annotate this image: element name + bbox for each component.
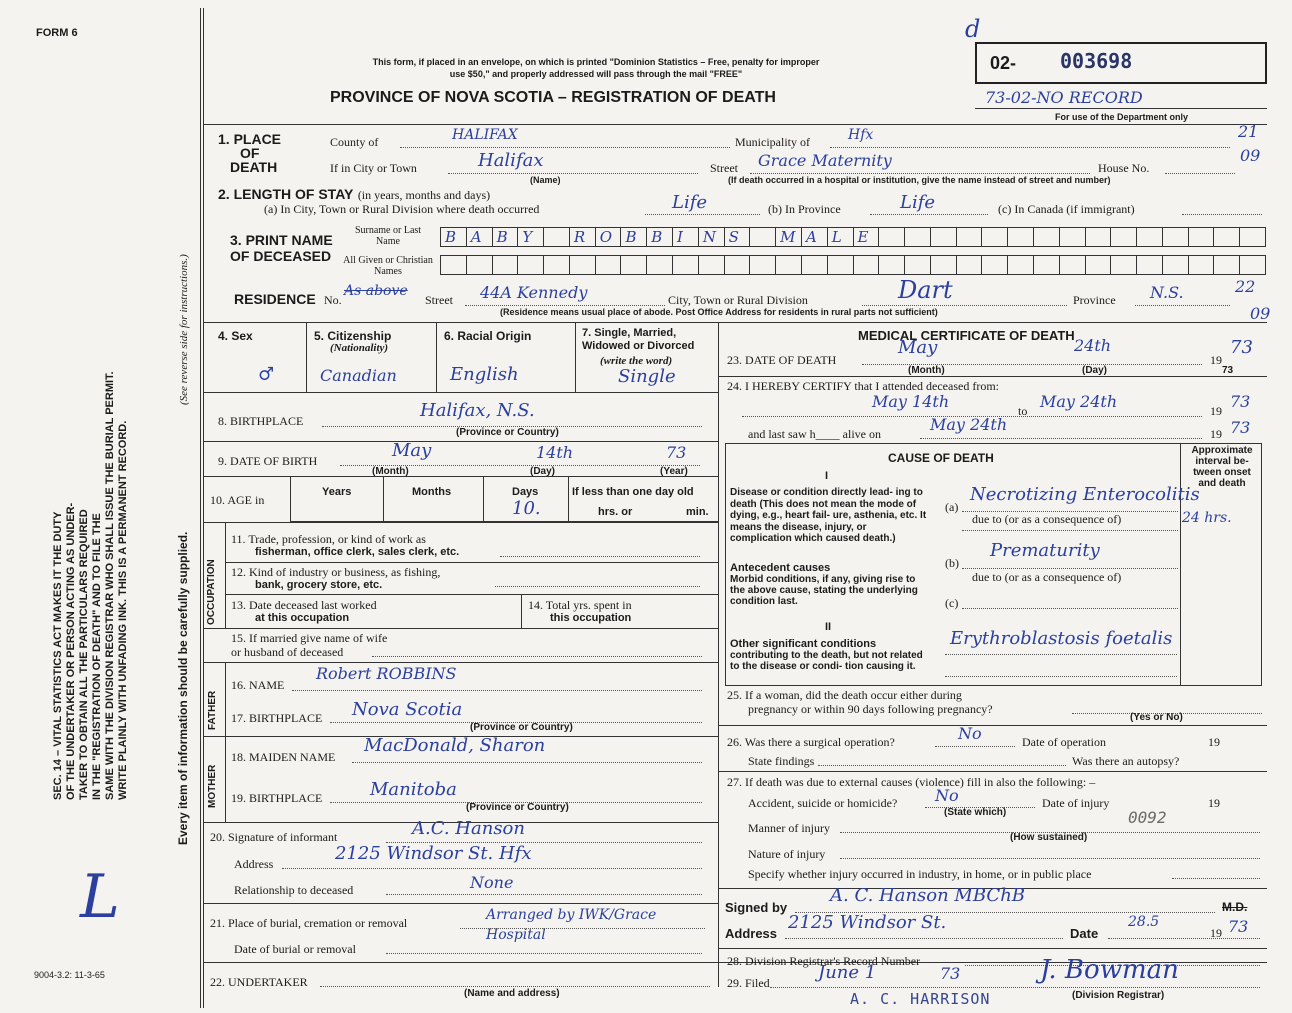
name-letter: A	[805, 228, 817, 246]
name-letter-box	[493, 228, 519, 246]
operation-date-cent: 19	[1208, 735, 1220, 749]
q13-label: 13. Date deceased last worked	[231, 598, 377, 612]
dob-day: 14th	[536, 443, 574, 462]
side-instruction-7: Every item of information should be carefully supplied.	[176, 531, 190, 845]
residence-code-1: 22	[1235, 277, 1256, 296]
name-letter-box	[467, 228, 493, 246]
name-letter-box	[905, 256, 931, 274]
signed-by-value: A. C. Hanson MBChB	[830, 885, 1026, 906]
name-letter-box	[518, 256, 544, 274]
place-code-1: 21	[1238, 122, 1259, 141]
street-value: Grace Maternity	[758, 151, 892, 170]
residence-no-label: No.	[324, 293, 342, 307]
attended-year: 73	[1230, 392, 1251, 411]
name-letter-box	[1137, 228, 1163, 246]
name-letter: L	[831, 228, 842, 246]
name-letter-box	[621, 256, 647, 274]
other-conditions-label: Other significant conditions	[730, 638, 877, 650]
residence-street-label: Street	[425, 293, 453, 307]
name-letter-box	[802, 256, 828, 274]
name-heading: 3. PRINT NAME OF DECEASED	[230, 232, 333, 264]
approx-interval-label: Approximate interval be- tween onset and death	[1191, 445, 1253, 489]
name-letter-box	[957, 256, 983, 274]
reg-prefix: 02-	[990, 53, 1017, 73]
name-letter-box	[570, 256, 596, 274]
q24-label: 24. I HEREBY CERTIFY that I attended deceased from:	[727, 379, 999, 393]
name-letter-box	[1214, 228, 1240, 246]
racial-origin-label: 6. Racial Origin	[444, 329, 532, 343]
name-letter-box	[750, 228, 776, 246]
dob-month-note: (Month)	[372, 466, 409, 477]
cause-b-label: (b)	[945, 556, 959, 570]
residence-city-label: City, Town or Rural Division	[668, 293, 808, 307]
accident-value: No	[935, 786, 959, 805]
name-letter-box	[905, 228, 931, 246]
last-saw-label: and last saw h____ alive on	[748, 427, 881, 441]
name-letter-box	[647, 256, 673, 274]
q25-yes-no: (Yes or No)	[1130, 712, 1183, 723]
attended-to: May 24th	[1040, 392, 1118, 411]
registrar-stamp: A. C. HARRISON	[850, 990, 991, 1008]
q20-label: 20. Signature of informant	[210, 830, 338, 844]
q29-label: 29. Filed	[727, 976, 770, 990]
dob-label: 9. DATE OF BIRTH	[218, 454, 318, 468]
informant-signature: A.C. Hanson	[412, 818, 525, 839]
stay-a-value: Life	[672, 192, 708, 213]
due-to-1: due to (or as a consequence of)	[972, 512, 1122, 526]
dod-year: 73	[1230, 337, 1253, 358]
medical-title: MEDICAL CERTIFICATE OF DEATH	[858, 328, 1075, 343]
q26-value: No	[958, 724, 982, 743]
house-label: House No.	[1098, 161, 1150, 175]
name-letter-box	[518, 228, 544, 246]
stay-b-value: Life	[900, 192, 936, 213]
name-letter-box	[647, 228, 673, 246]
part-1-label: I	[825, 470, 829, 482]
q15-note: or husband of deceased	[231, 645, 344, 659]
municipality-value: Hfx	[848, 127, 874, 143]
name-letter-box	[725, 228, 751, 246]
operation-date-label: Date of operation	[1022, 735, 1106, 749]
attended-from: May 14th	[872, 392, 950, 411]
cause-a-label: (a)	[945, 500, 959, 514]
antecedent-label: Antecedent causes	[730, 562, 831, 574]
name-letter-box	[1008, 256, 1034, 274]
name-letter-box	[1163, 256, 1189, 274]
side-instruction-1: SEC. 14 – VITAL STATISTICS ACT MAKES IT THE DUTY	[52, 511, 64, 800]
autopsy-label: Was there an autopsy?	[1072, 754, 1180, 768]
dod-month: May	[898, 337, 938, 358]
name-letter-box	[699, 256, 725, 274]
part-2-label: II	[825, 621, 832, 633]
due-to-2: due to (or as a consequence of)	[972, 570, 1122, 584]
name-letter: I	[677, 228, 683, 246]
state-findings-label: State findings	[748, 754, 815, 768]
name-letter-box	[1086, 256, 1112, 274]
name-letter-box	[467, 256, 493, 274]
cert-address-label: Address	[725, 926, 778, 941]
name-letter: S	[728, 228, 739, 246]
residence-note: (Residence means usual place of abode. Post Office Address for residents in rural parts not sufficient)	[500, 307, 938, 317]
margin-mark: L	[80, 862, 120, 932]
side-instruction-5: SAME WITH THE DIVISION REGISTRAR WHO SHALL ISSUE THE BURIAL PERMIT.	[104, 371, 116, 800]
residence-city-value: Dart	[898, 276, 953, 304]
name-letter: R	[573, 228, 586, 246]
municipality-label: Municipality of	[735, 135, 810, 149]
q13-note: at this occupation	[255, 612, 350, 624]
q14-note: this occupation	[550, 612, 632, 624]
residence-label: RESIDENCE	[234, 291, 316, 307]
side-instruction-3: TAKER TO OBTAIN ALL THE PARTICULARS REQUIRED	[78, 509, 90, 800]
place-code-2: 09	[1240, 146, 1261, 165]
postal-note-2: use $50," and properly addressed will pass through the mail "FREE"	[449, 69, 743, 79]
name-letter-box	[725, 256, 751, 274]
name-letter-box	[621, 228, 647, 246]
given-name-label: All Given or Christian Names	[343, 255, 433, 277]
name-letter-box	[441, 228, 467, 246]
surname-grid[interactable]	[440, 227, 1266, 247]
injury-date-cent: 19	[1208, 796, 1220, 810]
name-letter-box	[1034, 228, 1060, 246]
sex-value: ♂	[258, 364, 275, 385]
injury-date-label: Date of injury	[1042, 796, 1110, 810]
q27-label: 27. If death was due to external causes (violence) fill in also the following: –	[727, 775, 1096, 789]
q11-note: fisherman, office clerk, sales clerk, etc.	[255, 546, 460, 558]
age-label: 10. AGE in	[210, 493, 265, 507]
stay-a-label: (a) In City, Town or Rural Division where death occurred	[264, 202, 540, 216]
q16-value: Robert ROBBINS	[316, 664, 457, 683]
name-letter-box	[776, 228, 802, 246]
birthplace-note: (Province or Country)	[456, 427, 559, 438]
hospital-note: (If death occurred in a hospital or institution, give the name instead of street and number)	[728, 175, 1111, 185]
cert-date-year: 73	[1228, 917, 1249, 936]
attended-to-label: to	[1018, 404, 1028, 418]
form-number: FORM 6	[36, 27, 78, 39]
residence-province-label: Province	[1073, 293, 1116, 307]
place-heading: 1. PLACE OF DEATH	[218, 131, 282, 175]
name-letter-box	[673, 256, 699, 274]
side-instruction-4: IN THE "REGISTRATION OF DEATH" AND TO FILE THE	[91, 513, 103, 800]
name-letter-box	[1189, 228, 1215, 246]
dod-month-note: (Month)	[908, 365, 945, 376]
given-name-grid[interactable]	[440, 255, 1266, 275]
q23-label: 23. DATE OF DEATH	[727, 353, 837, 367]
name-letter-box	[1214, 256, 1240, 274]
mother-side-label: MOTHER	[207, 764, 218, 808]
dob-year-note: (Year)	[660, 466, 688, 477]
name-letter: B	[445, 228, 457, 246]
citizenship-label: 5. Citizenship	[314, 329, 392, 343]
q28-label: 28. Division Registrar's Record Number	[727, 954, 921, 968]
city-name-note: (Name)	[530, 175, 561, 185]
name-letter-box	[982, 228, 1008, 246]
surname-label: Surname or Last Name	[354, 225, 422, 247]
racial-origin-value: English	[450, 364, 519, 385]
age-days-label: Days	[512, 486, 539, 498]
reg-number: 003698	[1060, 49, 1133, 73]
q17-note: (Province or Country)	[470, 722, 573, 733]
name-letter: B	[496, 228, 508, 246]
side-instruction-2: OF THE UNDERTAKER OR PERSON ACTING AS UNDER-	[65, 502, 77, 800]
cause-a-value: Necrotizing Enterocolitis	[970, 484, 1200, 505]
name-letter-box	[1240, 228, 1265, 246]
manner-code: 0092	[1128, 808, 1167, 827]
dob-month: May	[392, 440, 432, 461]
name-letter-box	[1060, 256, 1086, 274]
age-lt-day-label: If less than one day old	[572, 486, 694, 498]
name-letter-box	[982, 256, 1008, 274]
age-hrs-label: hrs. or	[598, 506, 633, 518]
name-letter-box	[1060, 228, 1086, 246]
burial-date-label: Date of burial or removal	[234, 942, 356, 956]
stay-heading: 2. LENGTH OF STAY (in years, months and days)	[218, 186, 491, 202]
disease-note: Disease or condition directly lead- ing to death (This does not mean the mode of dying, e.g., heart fail- ure, asthenia, etc. It means the disease, injury, or complication which caused death.)	[730, 487, 927, 544]
cert-date-cent: 19	[1210, 926, 1222, 940]
marital-label: 7. Single, Married, Widowed or Divorced	[582, 327, 695, 352]
age-min-label: min.	[686, 506, 709, 518]
informant-address-label: Address	[234, 857, 274, 871]
q19-value: Manitoba	[370, 779, 457, 800]
marital-value: Single	[618, 366, 676, 387]
name-letter: Y	[522, 228, 533, 246]
name-letter-box	[879, 228, 905, 246]
side-instruction-6: WRITE PLAINLY WITH UNFADING INK. THIS IS A PERMANENT RECORD.	[117, 420, 129, 800]
street-label: Street	[710, 161, 738, 175]
nature-label: Nature of injury	[748, 847, 826, 861]
print-code: 9004-3.2: 11-3-65	[34, 970, 105, 980]
cause-b-value: Prematurity	[990, 540, 1100, 561]
relationship-value: None	[470, 873, 514, 892]
q11-label: 11. Trade, profession, or kind of work as	[231, 532, 426, 546]
q26-label: 26. Was there a surgical operation?	[727, 735, 895, 749]
q17-label: 17. BIRTHPLACE	[231, 711, 323, 725]
q12-label: 12. Kind of industry or business, as fishing,	[231, 565, 441, 579]
attended-cent: 19	[1210, 404, 1222, 418]
birthplace-label: 8. BIRTHPLACE	[218, 414, 304, 428]
name-letter-box	[596, 256, 622, 274]
name-letter-box	[699, 228, 725, 246]
dod-cent: 19	[1210, 353, 1222, 367]
q25-label: 25. If a woman, did the death occur either during	[727, 688, 962, 702]
accident-label: Accident, suicide or homicide?	[748, 796, 898, 810]
age-years-label: Years	[322, 486, 352, 498]
last-saw-value: May 24th	[930, 415, 1008, 434]
postal-note-1: This form, if placed in an envelope, on which is printed "Dominion Statistics – Free, penalty for improper	[372, 57, 820, 67]
q19-note: (Province or Country)	[466, 802, 569, 813]
specify-label: Specify whether injury occurred in industry, in home, or in public place	[748, 867, 1092, 881]
cause-c-label: (c)	[945, 596, 959, 610]
cert-date-value: 28.5	[1128, 914, 1160, 930]
dob-year: 73	[666, 443, 687, 462]
name-letter-box	[931, 228, 957, 246]
other-conditions-note: contributing to the death, but not related to the disease or condi- tion causing it.	[730, 650, 923, 672]
name-letter-box	[570, 228, 596, 246]
form-title: PROVINCE OF NOVA SCOTIA – REGISTRATION OF DEATH	[330, 89, 776, 106]
antecedent-note: Morbid conditions, if any, giving rise to the above cause, stating the underlying condition last.	[730, 574, 918, 607]
name-letter: B	[651, 228, 663, 246]
name-letter-box	[673, 228, 699, 246]
q18-label: 18. MAIDEN NAME	[231, 750, 336, 764]
name-letter-box	[854, 228, 880, 246]
q21-value: Arranged by IWK/Grace Hospital	[486, 907, 657, 943]
name-letter-box	[828, 256, 854, 274]
name-letter-box	[802, 228, 828, 246]
marital-note: (write the word)	[600, 355, 673, 367]
name-letter-box	[1111, 228, 1137, 246]
name-letter: E	[857, 228, 869, 246]
citizenship-note: (Nationality)	[330, 342, 389, 354]
name-letter-box	[1008, 228, 1034, 246]
q12-note: bank, grocery store, etc.	[255, 579, 383, 591]
sex-label: 4. Sex	[218, 329, 253, 343]
dod-day-note: (Day)	[1082, 365, 1108, 376]
name-letter-box	[596, 228, 622, 246]
dept-handwritten: 73-02-NO RECORD	[985, 88, 1143, 107]
age-days-value: 10.	[512, 498, 541, 519]
dod-day: 24th	[1074, 336, 1112, 355]
dept-use-label: For use of the Department only	[1055, 112, 1189, 122]
relationship-label: Relationship to deceased	[234, 883, 354, 897]
county-label: County of	[330, 135, 379, 149]
cert-address-value: 2125 Windsor St.	[788, 912, 947, 933]
q15-label: 15. If married give name of wife	[231, 631, 388, 645]
how-sustained-note: (How sustained)	[1010, 832, 1088, 843]
q25-note: pregnancy or within 90 days following pregnancy?	[748, 702, 993, 716]
residence-street-value: 44A Kennedy	[480, 283, 588, 302]
cert-date-label: Date	[1070, 926, 1099, 941]
city-value: Halifax	[478, 150, 544, 171]
residence-no-value: As above	[344, 283, 408, 299]
stay-c-label: (c) In Canada (if immigrant)	[998, 202, 1135, 216]
q18-value: MacDonald, Sharon	[364, 735, 546, 756]
age-months-label: Months	[412, 486, 452, 498]
name-letter-box	[1240, 256, 1265, 274]
name-letter-box	[1111, 256, 1137, 274]
stay-b-label: (b) In Province	[768, 202, 841, 216]
name-letter-box	[1189, 256, 1215, 274]
side-instruction-8: (See reverse side for instructions.)	[178, 254, 190, 405]
occupation-side-label: OCCUPATION	[206, 559, 217, 625]
name-letter-box	[828, 228, 854, 246]
name-letter-box	[776, 256, 802, 274]
name-letter: N	[702, 228, 716, 246]
citizenship-value: Canadian	[320, 366, 397, 385]
q16-label: 16. NAME	[231, 678, 285, 692]
manner-label: Manner of injury	[748, 821, 830, 835]
name-letter-box	[750, 256, 776, 274]
residence-province-value: N.S.	[1150, 283, 1184, 302]
name-letter-box	[854, 256, 880, 274]
q21-label: 21. Place of burial, cremation or removal	[210, 916, 408, 930]
name-letter-box	[931, 256, 957, 274]
q14-label: 14. Total yrs. spent in	[528, 598, 632, 612]
name-letter-box	[879, 256, 905, 274]
county-value: HALIFAX	[452, 127, 518, 143]
name-letter-box	[1163, 228, 1189, 246]
state-which-note: (State which)	[944, 807, 1007, 818]
residence-code-2: 09	[1250, 304, 1271, 323]
cause-a-interval: 24 hrs.	[1182, 510, 1232, 526]
name-letter-box	[1137, 256, 1163, 274]
city-label: If in City or Town	[330, 161, 417, 175]
filed-value: June 1	[818, 962, 877, 983]
filed-year: 73	[940, 964, 961, 983]
other-conditions-value: Erythroblastosis foetalis	[950, 628, 1173, 649]
name-letter-box	[493, 256, 519, 274]
name-letter: M	[780, 228, 796, 246]
dob-day-note: (Day)	[530, 466, 556, 477]
division-registrar-note: (Division Registrar)	[1072, 990, 1165, 1001]
name-letter: B	[625, 228, 637, 246]
name-letter-box	[544, 228, 570, 246]
q17-value: Nova Scotia	[352, 699, 463, 720]
signed-by-label: Signed by	[725, 900, 788, 915]
cause-title: CAUSE OF DEATH	[888, 451, 994, 465]
dept-mark: d	[965, 15, 981, 43]
last-saw-cent: 19	[1210, 427, 1222, 441]
dod-year-note: 73	[1222, 365, 1234, 376]
name-letter-box	[957, 228, 983, 246]
name-letter-box	[441, 256, 467, 274]
name-letter: O	[599, 228, 612, 246]
birthplace-value: Halifax, N.S.	[420, 400, 535, 421]
name-letter-box	[1086, 228, 1112, 246]
q19-label: 19. BIRTHPLACE	[231, 791, 323, 805]
father-side-label: FATHER	[207, 690, 218, 730]
md-label: M.D.	[1222, 900, 1248, 914]
last-saw-year: 73	[1230, 418, 1251, 437]
q22-label: 22. UNDERTAKER	[210, 975, 308, 989]
name-letter-box	[1034, 256, 1060, 274]
undertaker-note: (Name and address)	[464, 988, 560, 999]
registrar-signature: J. Bowman	[1040, 955, 1179, 985]
name-letter: A	[470, 228, 482, 246]
informant-address-value: 2125 Windsor St. Hfx	[335, 843, 532, 864]
name-letter-box	[544, 256, 570, 274]
